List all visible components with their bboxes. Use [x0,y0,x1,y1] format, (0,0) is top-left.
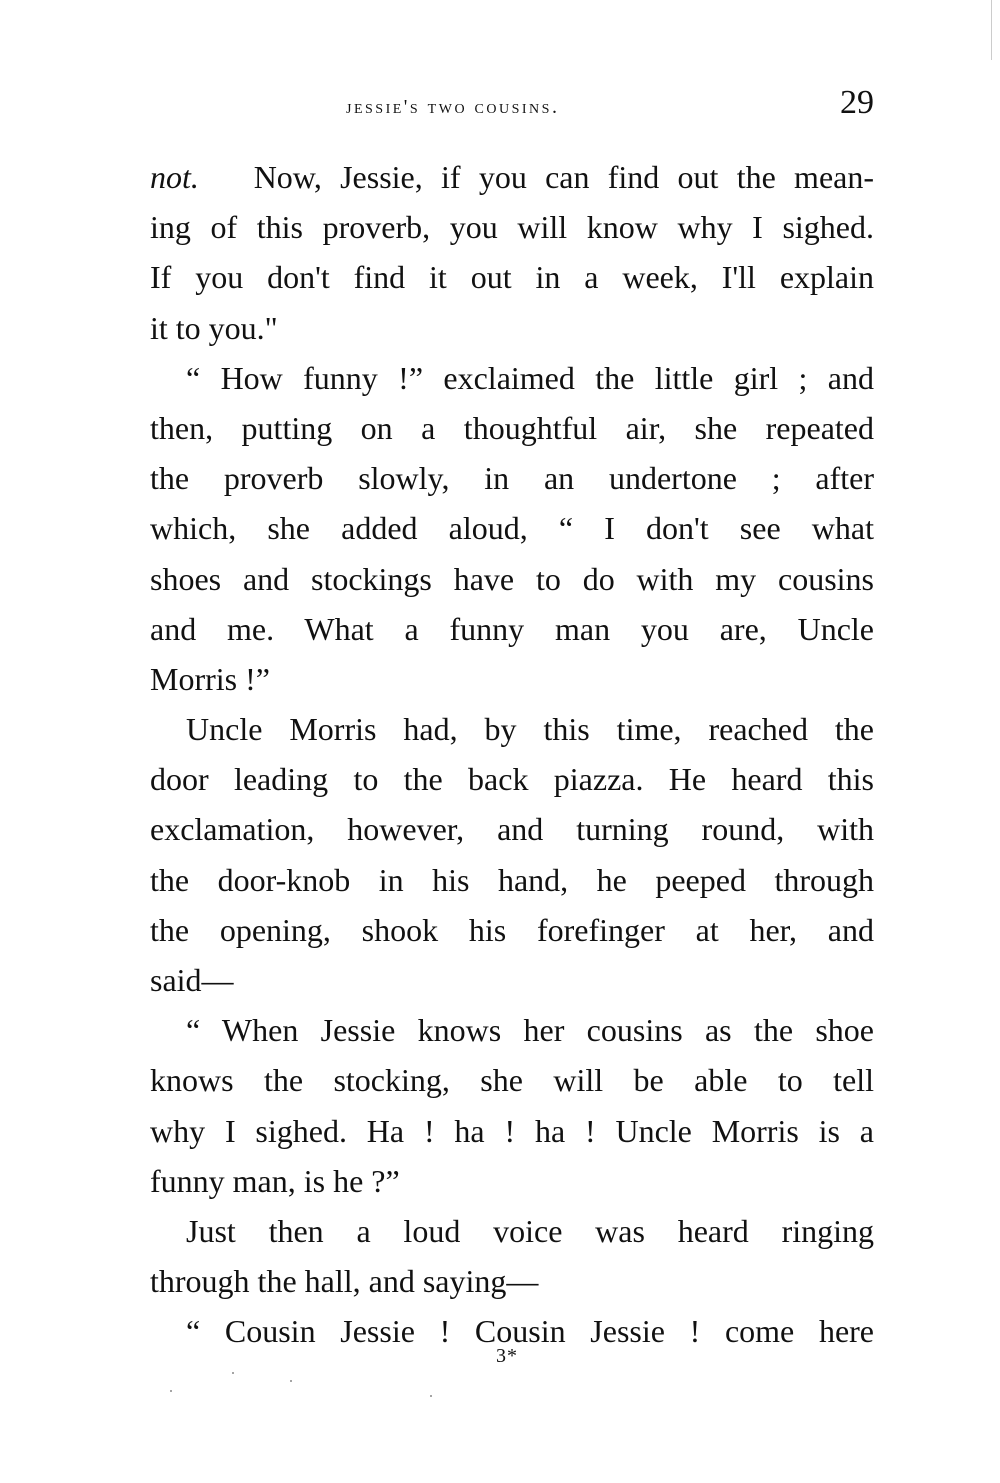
scan-speck [170,1390,172,1392]
scan-speck [232,1372,234,1374]
scan-edge-line [991,0,992,60]
text-line: Just then a loud voice was heard ringing [186,1212,874,1249]
text-line: the door-knob in his hand, he peeped through [150,861,874,898]
text-line: If you don't find it out in a week, I'll explain [150,259,874,296]
text-line: through the hall, and saying— [150,1263,539,1300]
text-line: and me. What a funny man you are, Uncle [150,610,874,647]
text-line: then, putting on a thoughtful air, she repeated [150,409,874,446]
text-line: why I sighed. Ha ! ha ! ha ! Uncle Morris is a [150,1112,874,1149]
running-head [150,82,876,130]
text-line: funny man, is he ?” [150,1162,400,1199]
scan-speck [430,1395,432,1397]
text-line: door leading to the back piazza. He heard this [150,761,874,798]
scan-speck [290,1380,292,1382]
text-line: which, she added aloud, “ I don't see what [150,510,874,547]
signature-mark: 3* [496,1345,518,1367]
text-line: the proverb slowly, in an undertone ; after [150,460,874,497]
page-number: 29 [840,84,874,121]
text-line: “ How funny !” exclaimed the little girl ; and [186,359,874,396]
text-line: ing of this proverb, you will know why I sighed. [150,209,874,246]
text-line: Uncle Morris had, by this time, reached the [186,711,874,748]
italic-word: not. [150,159,199,195]
running-title: jessie's two cousins. [346,96,560,118]
text-line: said— [150,962,234,998]
text-line: exclamation, however, and turning round, with [150,811,874,848]
text-line: “ Cousin Jessie ! Cousin Jessie ! come here [186,1313,874,1350]
text-line: it to you." [150,309,278,346]
text-line: shoes and stockings have to do with my cousins [150,560,874,597]
text-line: not. Now, Jessie, if you can find out the mean- [150,159,874,195]
text-line: the opening, shook his forefinger at her, and [150,911,874,948]
text-line: knows the stocking, she will be able to tell [150,1062,874,1099]
text-line: “ When Jessie knows her cousins as the shoe [186,1012,874,1049]
text-line: Morris !” [150,660,270,697]
body-text [150,152,874,1357]
